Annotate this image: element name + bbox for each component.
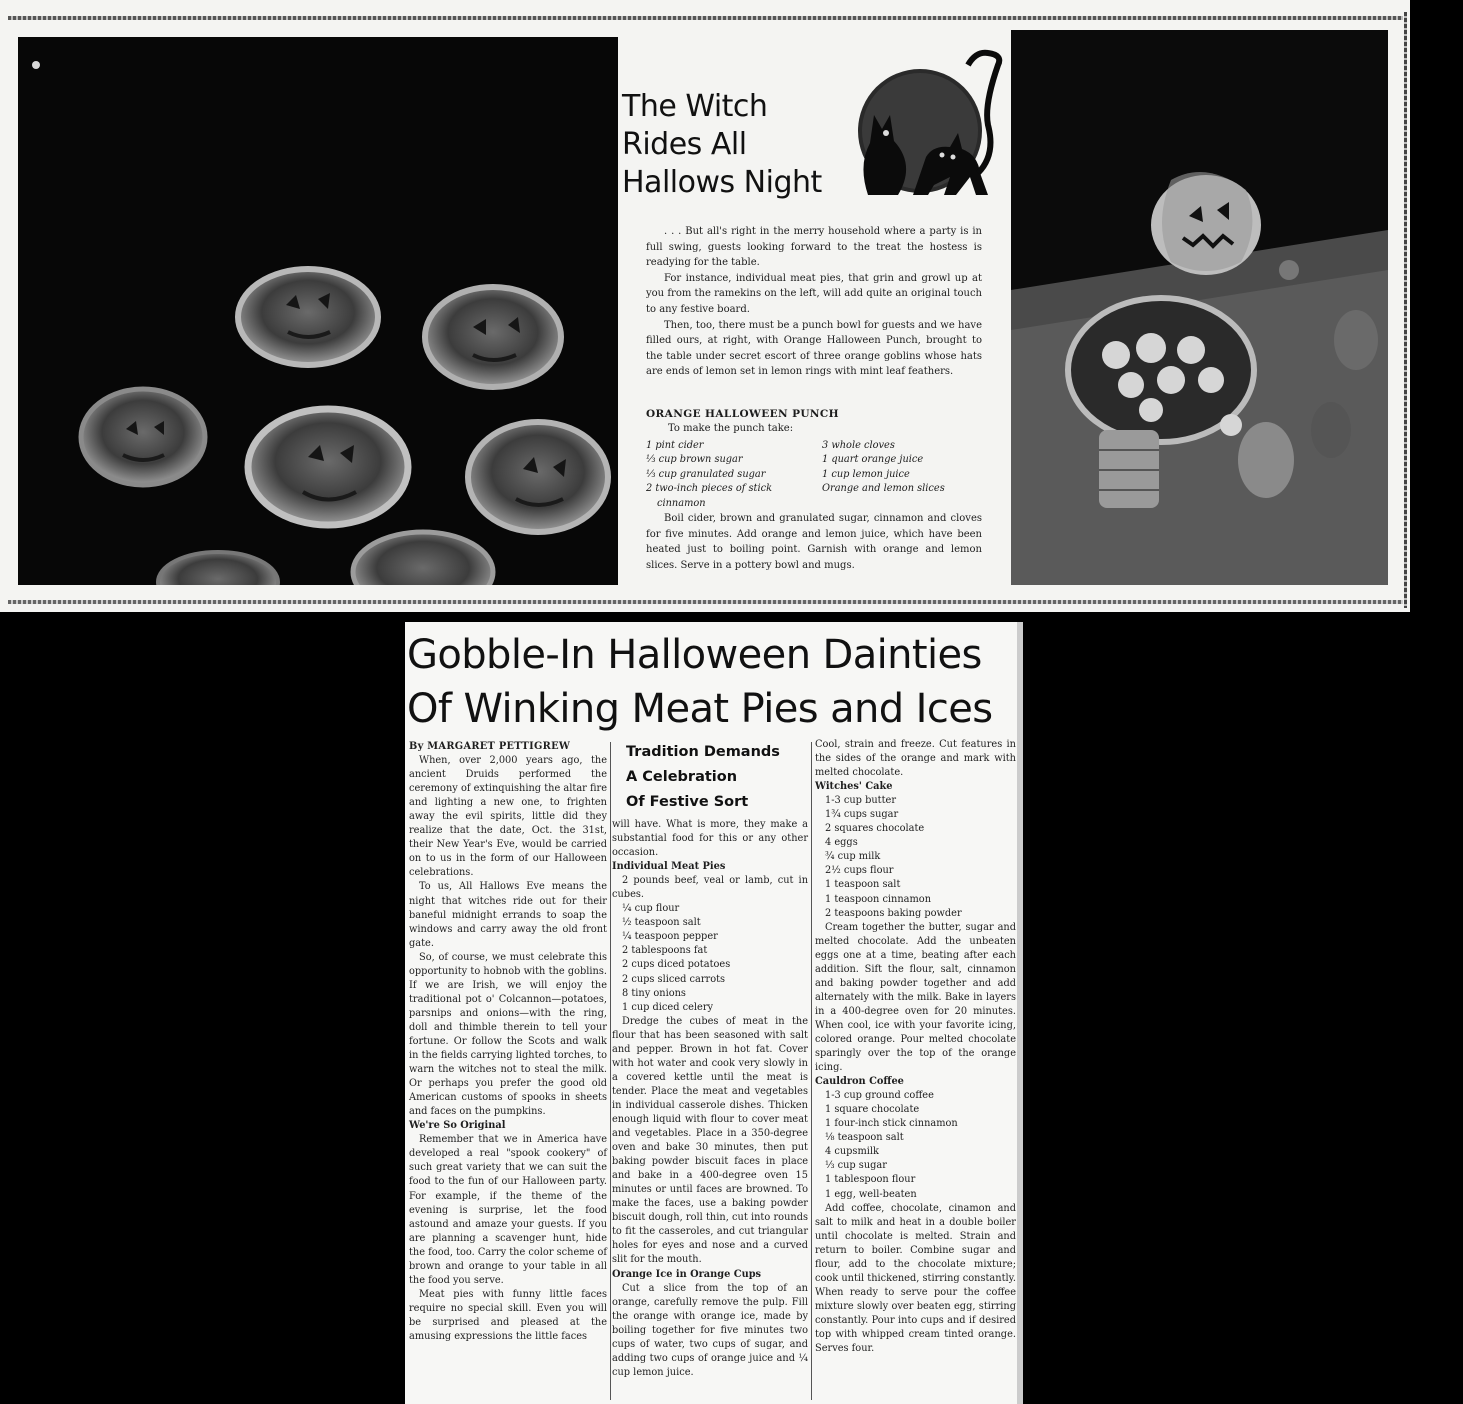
ingredient: 2 teaspoons baking powder — [825, 907, 962, 919]
ingredient: Orange and lemon slices — [822, 483, 945, 495]
feature-title-line: Hallows Night — [622, 165, 822, 200]
black-cat-moon-illustration — [838, 45, 1003, 205]
subhead-line: Tradition Demands — [626, 744, 780, 760]
feature-title-line: Rides All — [622, 127, 747, 162]
ingredient: 2 cups sliced carrots — [622, 973, 726, 985]
punch-recipe-intro: To make the punch take: — [668, 423, 794, 434]
punch-directions: Boil cider, brown and granulated sugar, cinnamon and cloves for five minutes. Add orange and lemon juice, which have been heated just to boiling point. Garnish with orange and lemon slices. Serve in a pottery bowl and mugs. — [646, 513, 982, 571]
article-subhead — [626, 740, 806, 815]
ingredient: 4 eggs — [825, 837, 858, 849]
paragraph: When, over 2,000 years ago, the ancient Druids performed the ceremony of extinquishing the altar fire and lighting a new one, to frighten away the evil spirits, little did they realize that the date, Oct. the 31st, their New Year's Eve, would be carried on to us in the form of our Halloween celebrations. — [409, 755, 607, 879]
section-heading: We're So Original — [409, 1120, 506, 1132]
ingredient: ⅛ teaspoon salt — [825, 1132, 904, 1144]
ingredient: 1 tablespoon flour — [825, 1174, 916, 1186]
article-headline — [407, 628, 1017, 736]
ingredient: 1 cup diced celery — [622, 1001, 714, 1013]
paragraph: Cream together the butter, sugar and melted chocolate. Add the unbeaten eggs one at a time, beating after each addition. Sift the flour, salt, cinnamon and baking powder together and add alternately with the milk. Bake in layers in a 400-degree oven for 20 minutes. When cool, ice with your favorite icing, colored orange. Pour melted chocolate sparingly over the top of the orange icing. — [815, 921, 1016, 1074]
ingredient: 1-3 cup butter — [825, 795, 897, 807]
paragraph: So, of course, we must celebrate this opportunity to hobnob with the goblins. If we are Irish, we will enjoy the traditional pot o' Colcannon—potatoes, parsnips and onions—with the ring, doll and thimble therein to tell your fortune. Or follow the Scots and walk in the fields carrying lighted torches, to warn the witches not to steal the milk. Or perhaps you prefer the good old American customs of spooks in sheets and faces on the pumpkins. — [409, 951, 607, 1118]
feature-intro — [646, 224, 982, 380]
ingredient: 4 cupsmilk — [825, 1146, 879, 1158]
ingredient: 1 square chocolate — [825, 1104, 920, 1116]
ingredient: ⅓ cup granulated sugar — [646, 468, 766, 480]
top-border-rule — [8, 16, 1403, 20]
paragraph: Remember that we in America have developed a real "spook cookery" of such great variety that we can suit the food to the fun of our Halloween party. For example, if the theme of the evening is surprise, let the food astound and amaze your guests. If you are planning a scavenger hunt, hide the food, too. Carry the color scheme of brown and orange to your table in all the food you serve. — [409, 1134, 607, 1286]
ingredient: ¾ cup milk — [825, 851, 881, 863]
ingredient: 2 two-inch pieces of stick — [646, 483, 773, 495]
ingredient: 1 quart orange juice — [822, 454, 924, 466]
meat-pies-photo — [18, 37, 618, 585]
ingredient: 1 egg, well-beaten — [825, 1188, 917, 1200]
ingredient: 2 tablespoons fat — [622, 945, 708, 957]
punch-ingredients-left — [646, 439, 772, 511]
ingredient: 2 cups diced potatoes — [622, 959, 731, 971]
ingredient: 1 teaspoon cinnamon — [825, 893, 932, 905]
recipe-heading: Individual Meat Pies — [612, 861, 726, 873]
recipe-heading: Orange Ice in Orange Cups — [612, 1268, 762, 1280]
ingredient: 8 tiny onions — [622, 987, 686, 999]
ingredient: 1 cup lemon juice — [822, 468, 910, 480]
intro-paragraph: . . . But all's right in the merry household where a party is in full swing, guests looking forward to the treat the hostess is readying for the table. — [646, 226, 982, 269]
article-column-2 — [612, 818, 808, 1380]
paragraph: will have. What is more, they make a substantial food for this or any other occasion. — [612, 819, 808, 859]
ingredient: ½ teaspoon salt — [622, 917, 701, 929]
paragraph: Add coffee, chocolate, cinamon and salt to milk and heat in a double boiler until chocolate is melted. Strain and return to boiler. Combine sugar and flour, add to the chocolate mixture; cook until thickened, stirring constantly. When ready to serve pour the coffee mixture slowly over beaten egg, stirring constantly. Pour into cups and if desired top with whipped cream tinted orange. Serves four. — [815, 1202, 1016, 1355]
subhead-line: A Celebration — [626, 769, 738, 785]
ingredient: 1-3 cup ground coffee — [825, 1090, 934, 1102]
ingredient: cinnamon — [657, 497, 706, 509]
paragraph: Dredge the cubes of meat in the flour that has been seasoned with salt and pepper. Brown in hot fat. Cover with hot water and cook very slowly in a covered kettle until the meat is tender. Place the meat and vegetables in individual casserole dishes. Thicken enough liquid with flour to cover meat and vegetables. Place in a 350-degree oven and bake 30 minutes, then put baking powder biscuit faces in place and bake in a 400-degree oven 15 minutes or until faces are browned. To make the faces, use a baking powder biscuit dough, roll thin, cut into rounds to fit the casseroles, and cut triangular holes for eyes and nose and a curved slit for the mouth. — [612, 1015, 808, 1266]
ingredient: ¼ cup flour — [622, 903, 680, 915]
paragraph: Cut a slice from the top of an orange, carefully remove the pulp. Fill the orange with orange ice, made by boiling together for five minutes two cups of water, two cups of sugar, and adding two cups of orange juice and ¼ cup lemon juice. — [612, 1282, 808, 1378]
intro-paragraph: For instance, individual meat pies, that grin and growl up at you from the ramekins on the left, will add quite an original touch to any festive board. — [646, 272, 982, 315]
feature-title — [622, 88, 852, 202]
article-column-3 — [815, 738, 1016, 1356]
punch-bowl-photo — [1011, 30, 1388, 585]
article-column-1 — [409, 740, 607, 1344]
headline-line: Gobble-In Halloween Dainties — [407, 632, 982, 678]
ingredient: 2½ cups flour — [825, 865, 894, 877]
ingredient: 2 squares chocolate — [825, 823, 925, 835]
intro-paragraph: Then, too, there must be a punch bowl for guests and we have filled ours, at right, with Orange Halloween Punch, brought to the table under secret escort of three orange goblins whose hats are ends of lemon set in lemon rings with mint leaf feathers. — [646, 319, 982, 378]
bottom-border-rule — [8, 600, 1403, 604]
punch-ingredients-right — [822, 439, 945, 497]
paragraph: To us, All Hallows Eve means the night that witches ride out for their baneful midnight errands to soap the windows and carry away the old front gate. — [409, 881, 607, 949]
paragraph: Meat pies with funny little faces require no special skill. Even you will be surprised and pleased at the amusing expressions the little faces — [409, 1288, 607, 1342]
byline: By MARGARET PETTIGREW — [409, 741, 571, 752]
ingredient: 2 pounds beef, veal or lamb, cut in cubes. — [612, 875, 808, 901]
recipe-heading: Cauldron Coffee — [815, 1076, 904, 1088]
paragraph: Cool, strain and freeze. Cut features in the sides of the orange and mark with melted chocolate. — [815, 739, 1016, 779]
ingredient: ¼ teaspoon pepper — [622, 931, 718, 943]
recipe-heading: Witches' Cake — [815, 781, 893, 793]
column-rule — [811, 742, 812, 1400]
ingredient: 1 pint cider — [646, 440, 704, 451]
punch-recipe-heading: ORANGE HALLOWEEN PUNCH — [646, 408, 840, 420]
ingredient: 1¾ cups sugar — [825, 809, 899, 821]
subhead-line: Of Festive Sort — [626, 794, 749, 810]
ingredient: 3 whole cloves — [822, 440, 895, 451]
right-border-rule — [1404, 12, 1407, 608]
headline-line: Of Winking Meat Pies and Ices — [407, 686, 993, 732]
feature-title-line: The Witch — [622, 89, 768, 124]
column-rule — [610, 742, 611, 1400]
ingredient: ⅓ cup sugar — [825, 1160, 887, 1172]
adjacent-column-edge — [1017, 622, 1023, 1404]
ingredient: 1 four-inch stick cinnamon — [825, 1118, 958, 1130]
ingredient: 1 teaspoon salt — [825, 879, 901, 891]
ingredient: ⅓ cup brown sugar — [646, 454, 743, 466]
